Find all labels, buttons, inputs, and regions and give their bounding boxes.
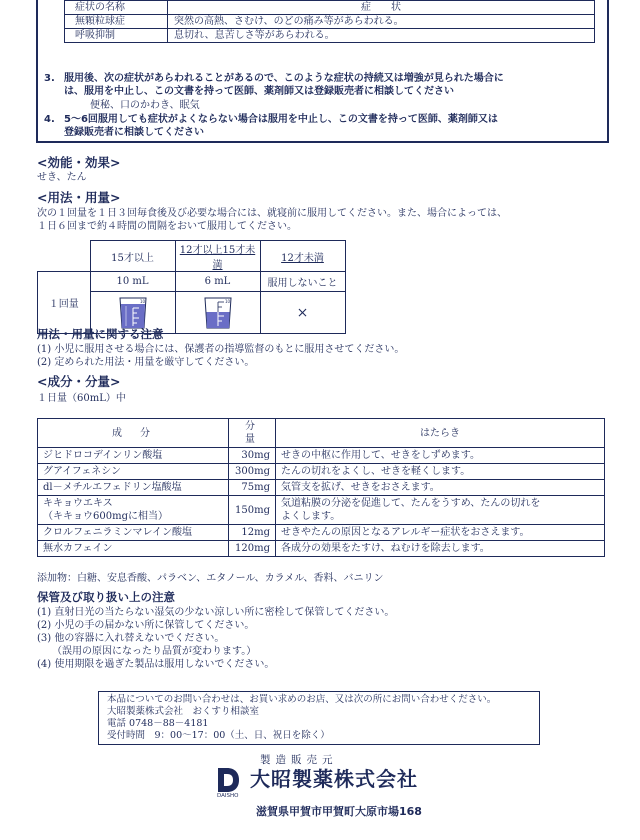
ingredient-amount: 150mg bbox=[229, 496, 276, 525]
ingredient-name: dl－メチルエフェドリン塩酸塩 bbox=[38, 480, 229, 496]
efficacy-text: せき、たん bbox=[37, 172, 87, 183]
dosage-text-line2: １日６回まで約４時間の間隔をおいて服用してください。 bbox=[37, 221, 297, 232]
dosage-text-line1: 次の１回量を１日３回毎食後及び必要な場合には、就寝前に服用してください。また、場合によっては、 bbox=[37, 208, 507, 219]
ingredient-name: キキョウエキス bbox=[43, 498, 113, 509]
dose-amount-teen: 6 mL bbox=[175, 272, 260, 292]
ingredient-action: せきの中枢に作用して、せきをしずめます。 bbox=[276, 448, 605, 464]
daisho-logo-icon bbox=[216, 767, 240, 793]
maker-label: 製造販売元 bbox=[260, 754, 338, 766]
storage-item: (3) 他の容器に入れ替えないでください。 bbox=[37, 633, 225, 644]
dosage-note-1: (1) 小児に服用させる場合には、保護者の指導監督のもとに服用させてください。 bbox=[37, 344, 405, 355]
cup-mark: 10 bbox=[224, 298, 230, 304]
contact-phone: 電話 0748－88－4181 bbox=[107, 718, 209, 729]
note-text: 服用後、次の症状があらわれることがあるので、このような症状の持続又は増強が見られた場合に bbox=[64, 73, 504, 84]
additives: 添加物：白糖、安息香酸、パラベン、エタノール、カラメル、香料、バニリン bbox=[37, 573, 384, 584]
frame-border-bottom bbox=[36, 141, 609, 143]
efficacy-heading: <効能・効果> bbox=[37, 155, 121, 170]
note-number: 4. bbox=[44, 114, 55, 125]
age-15-plus: 15才以上 bbox=[90, 241, 175, 272]
measuring-cup-partial-icon bbox=[202, 296, 234, 330]
table-row bbox=[65, 29, 595, 43]
ingredient-name: クロルフェニラミンマレイン酸塩 bbox=[38, 525, 229, 541]
note-text: 5～6回服用しても症状がよくならない場合は服用を中止し、この文書を持って医師、薬剤師又は bbox=[64, 114, 498, 125]
contact-box bbox=[98, 691, 540, 745]
symptom-table bbox=[64, 0, 595, 43]
contact-intro: 本品についてのお問い合わせは、お買い求めのお店、又は次の所にお問い合わせください。 bbox=[107, 694, 497, 705]
dose-amount-adult: 10 mL bbox=[90, 272, 175, 292]
warning-note-3 bbox=[44, 72, 604, 85]
ingredient-action: たんの切れをよくし、せきを軽くします。 bbox=[276, 464, 605, 480]
table-row bbox=[38, 496, 605, 525]
symptom-name: 無顆粒球症 bbox=[65, 15, 168, 29]
storage-item: (2) 小児の手の届かない所に保管してください。 bbox=[37, 620, 255, 631]
table-row bbox=[65, 15, 595, 29]
measuring-cup-full-icon bbox=[117, 296, 149, 330]
warning-note-3-symptoms: 便秘、口のかわき、眠気 bbox=[90, 100, 200, 111]
ingredient-amount: 30mg bbox=[229, 448, 276, 464]
table-row bbox=[38, 541, 605, 557]
symptom-name: 呼吸抑制 bbox=[65, 29, 168, 43]
col-action: はたらき bbox=[276, 419, 605, 448]
ingredient-action-cont: よくします。 bbox=[281, 511, 341, 522]
storage-item: (4) 使用期限を過ぎた製品は服用しないでください。 bbox=[37, 659, 275, 670]
ingredient-action: 気管支を拡げ、せきをおさえます。 bbox=[276, 480, 605, 496]
table-row bbox=[38, 448, 605, 464]
ingredient-amount: 120mg bbox=[229, 541, 276, 557]
logo-subtext: DAISHO bbox=[217, 793, 239, 799]
storage-item: (1) 直射日光の当たらない湿気の少ない涼しい所に密栓して保管してください。 bbox=[37, 607, 395, 618]
contact-hours: 受付時間 9：00～17：00（土、日、祝日を除く） bbox=[107, 730, 330, 741]
ingredient-amount: 75mg bbox=[229, 480, 276, 496]
ingredient-action: 各成分の効果をたすけ、ねむけを除去します。 bbox=[276, 541, 605, 557]
table-row bbox=[38, 464, 605, 480]
col-ingredient: 成 分 bbox=[38, 419, 229, 448]
dose-row-label: １回量 bbox=[38, 272, 91, 334]
storage-heading: 保管及び取り扱い上の注意 bbox=[37, 590, 175, 604]
dosage-heading: <用法・用量> bbox=[37, 190, 121, 205]
company-name: 大昭製薬株式会社 bbox=[250, 767, 418, 791]
no-use-mark: × bbox=[260, 292, 345, 334]
ingredients-heading: <成分・分量> bbox=[37, 374, 121, 389]
symptom-description: 突然の高熱、さむけ、のどの痛み等があらわれる。 bbox=[168, 15, 595, 29]
dosage-note-2: (2) 定められた用法・用量を厳守してください。 bbox=[37, 357, 255, 368]
note-number: 3. bbox=[44, 73, 55, 84]
ingredient-action: 気道粘膜の分泌を促進して、たんをうすめ、たんの切れを bbox=[281, 498, 541, 509]
age-12-to-15: 12才以上15才未満 bbox=[175, 241, 260, 272]
table-row bbox=[38, 480, 605, 496]
ingredient-action: せきやたんの原因となるアレルギー症状をおさえます。 bbox=[276, 525, 605, 541]
dose-amount-child: 服用しないこと bbox=[260, 272, 345, 292]
ingredients-daily-amount: １日量（60mL）中 bbox=[37, 393, 126, 404]
ingredient-name: ジヒドロコデインリン酸塩 bbox=[38, 448, 229, 464]
company-address: 滋賀県甲賀市甲賀町大原市場168 bbox=[256, 805, 422, 818]
storage-item: （誤用の原因になったり品質が変わります。） bbox=[37, 646, 257, 657]
symptom-table-header-symptom: 症 状 bbox=[168, 1, 595, 15]
cup-mark: 10 bbox=[139, 298, 145, 304]
ingredient-amount: 300mg bbox=[229, 464, 276, 480]
symptom-table-header-name: 症状の名称 bbox=[65, 1, 168, 15]
ingredient-name: グアイフェネシン bbox=[38, 464, 229, 480]
age-under-12: 12才未満 bbox=[260, 241, 345, 272]
cup-cell-teen bbox=[175, 292, 260, 334]
symptom-description: 息切れ、息苦しさ等があらわれる。 bbox=[168, 29, 595, 43]
frame-border-left bbox=[36, 0, 38, 143]
ingredients-table bbox=[37, 418, 605, 557]
ingredient-amount: 12mg bbox=[229, 525, 276, 541]
ingredient-name: 無水カフェイン bbox=[38, 541, 229, 557]
warning-note-3-cont: は、服用を中止し、この文書を持って医師、薬剤師又は登録販売者に相談してください bbox=[64, 86, 454, 97]
table-row bbox=[38, 525, 605, 541]
ingredient-name-note: （キキョウ600mgに相当） bbox=[43, 511, 168, 522]
contact-department: 大昭製薬株式会社 おくすり相談室 bbox=[107, 706, 260, 717]
frame-border-right bbox=[607, 0, 609, 143]
warning-note-4 bbox=[44, 113, 604, 126]
dosage-notes-heading: 用法・用量に関する注意 bbox=[37, 327, 164, 341]
col-amount: 分 量 bbox=[229, 419, 276, 448]
dose-table bbox=[37, 240, 346, 334]
warning-note-4-cont: 登録販売者に相談してください bbox=[64, 127, 204, 138]
